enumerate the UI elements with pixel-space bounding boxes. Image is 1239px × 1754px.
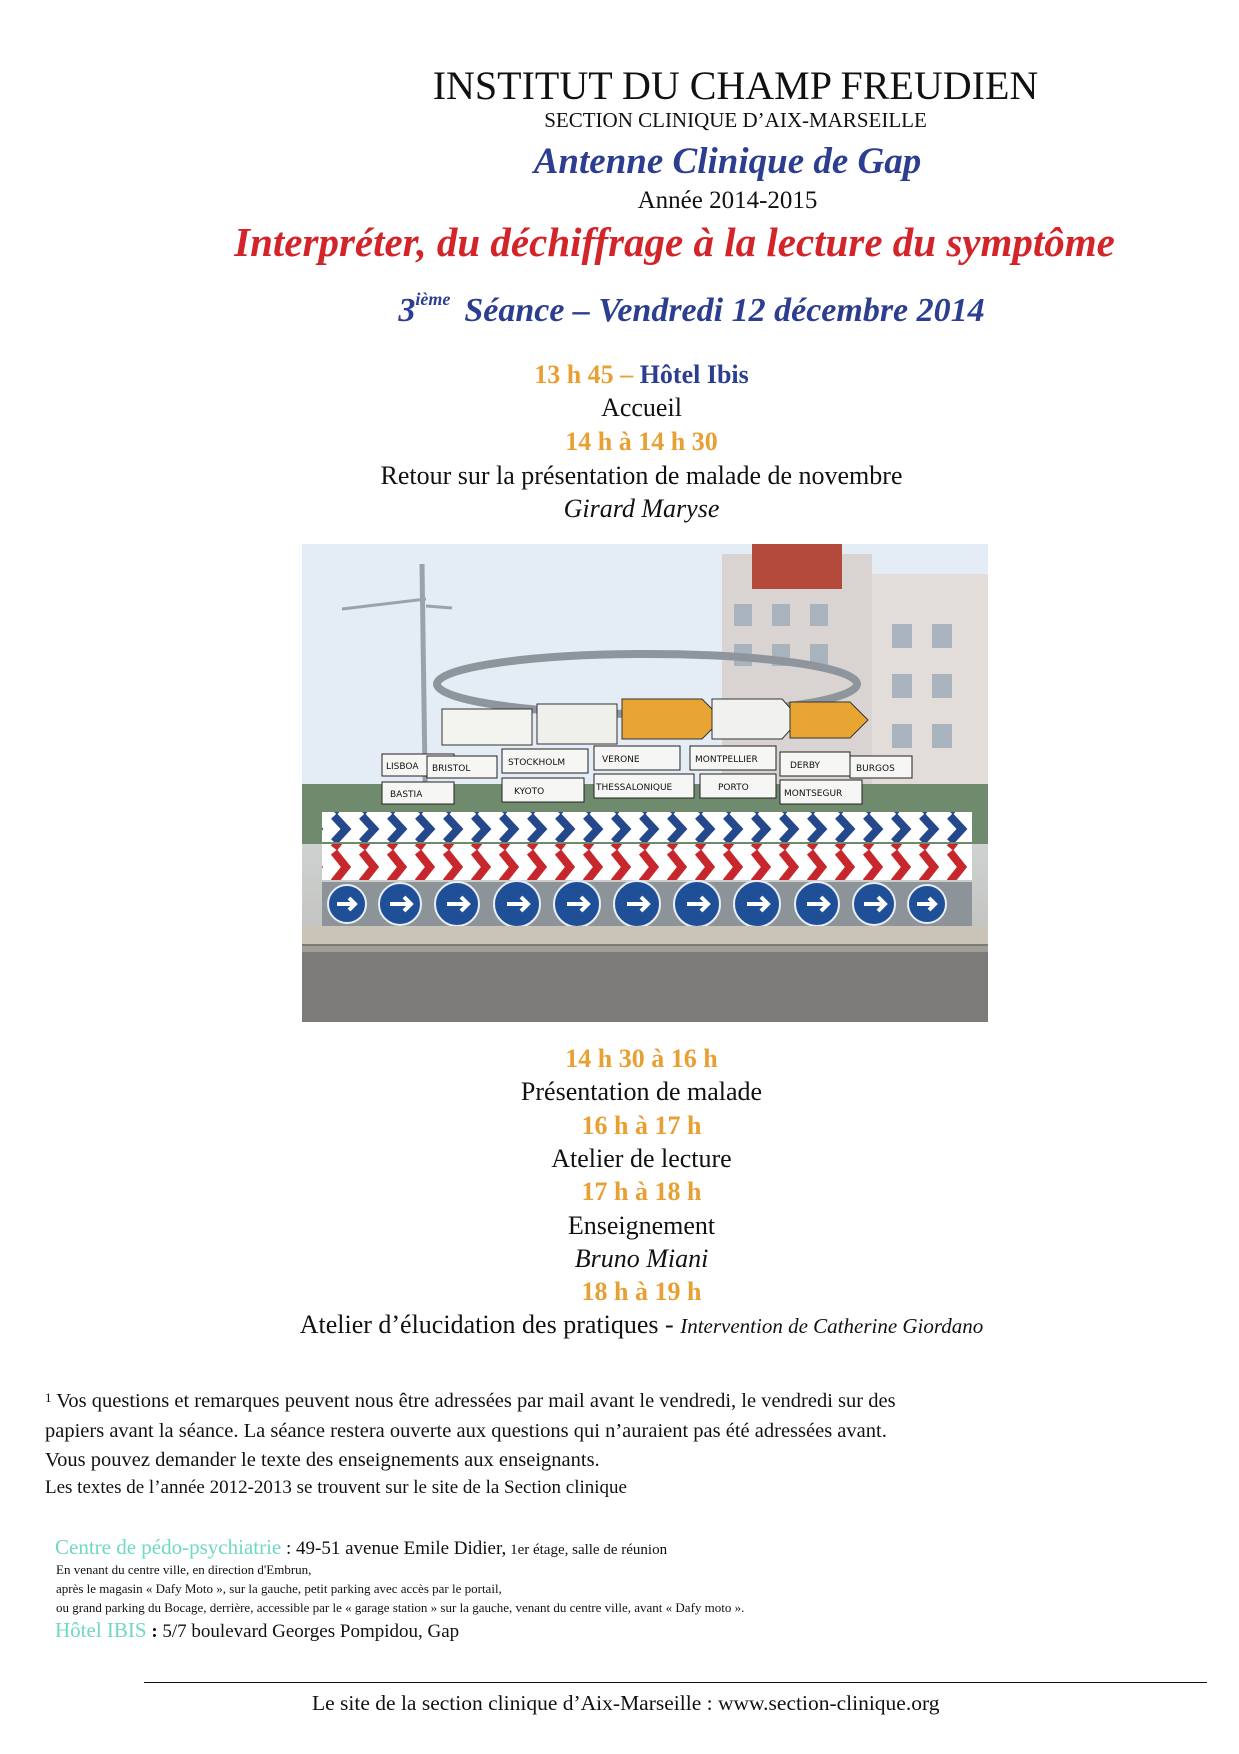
centre-address: 49-51 avenue Emile Didier, (296, 1538, 507, 1559)
time-slot-6: 18 h à 19 h (581, 1277, 702, 1306)
centre-label: Centre de pédo-psychiatrie (55, 1535, 282, 1559)
sign-label: MONTPELLIER (695, 755, 758, 765)
ibis-separator: : (146, 1621, 163, 1642)
footnote-text-1: Vos questions et remarques peuvent nous être adressées par mail avant le vendredi, le vendredi sur des (51, 1390, 896, 1412)
atelier-elucidation-label: Atelier d’élucidation des pratiques (299, 1310, 659, 1339)
sign-label: THESSALONIQUE (596, 783, 673, 793)
section-title: SECTION CLINIQUE D’AIX-MARSEILLE (544, 108, 927, 132)
speaker-girard: Girard Maryse (563, 494, 720, 523)
dash-separator: - (658, 1310, 681, 1339)
footnote-line-4: Les textes de l’année 2012-2013 se trouvent sur le site de la Section clinique (45, 1477, 627, 1498)
institute-title: INSTITUT DU CHAMP FREUDIEN (432, 63, 1039, 108)
theme-title: Interpréter, du déchiffrage à la lecture du symptôme (234, 219, 1115, 265)
directions-line-3: ou grand parking du Bocage, derrière, accessible par le « garage station » sur la gauche, venant du centre ville, avant « Dafy moto ». (56, 1600, 745, 1615)
sign-label: LISBOA (386, 762, 419, 772)
footnote-line-3: Vous pouvez demander le texte des enseignements aux enseignants. (45, 1449, 600, 1471)
presentation-label: Présentation de malade (520, 1077, 763, 1106)
sign-label: BRISTOL (432, 764, 471, 774)
footer-site-link[interactable]: Le site de la section clinique d’Aix-Marseille : www.section-clinique.org (312, 1691, 940, 1715)
roundabout-photo (302, 544, 988, 1022)
sign-label: STOCKHOLM (508, 758, 566, 768)
speaker-miani: Bruno Miani (574, 1244, 709, 1273)
ibis-address-row (55, 1618, 459, 1643)
atelier-elucidation-row (22, 1310, 1239, 1340)
sign-label: BASTIA (390, 790, 423, 800)
antenne-title: Antenne Clinique de Gap (533, 141, 922, 182)
sign-label: BURGOS (856, 764, 895, 774)
year-label: Année 2014-2015 (637, 187, 818, 214)
intervention-speaker: Intervention de Catherine Giordano (680, 1314, 984, 1338)
footnote-mark: 1 (45, 1390, 52, 1405)
time-slot-4: 16 h à 17 h (581, 1111, 702, 1140)
sign-label: PORTO (718, 783, 749, 793)
footnote-line-1 (45, 1390, 896, 1413)
sign-label: DERBY (790, 761, 821, 771)
sign-label: VERONE (602, 755, 640, 765)
accueil-label: Accueil (601, 393, 682, 422)
venue-name: Hôtel Ibis (639, 360, 749, 389)
footnote-line-2: papiers avant la séance. La séance restera ouverte aux questions qui n’auraient pas été adressées avant. (45, 1420, 887, 1442)
ibis-label: Hôtel IBIS (55, 1618, 147, 1642)
session-number: 3 (398, 292, 416, 329)
directions-line-1: En venant du centre ville, en direction d'Embrun, (56, 1562, 312, 1577)
session-title (72, 288, 1239, 330)
retour-label: Retour sur la présentation de malade de novembre (380, 461, 903, 490)
arrival-time: 13 h 45 – (534, 360, 634, 389)
sign-label: KYOTO (514, 787, 545, 797)
sign-label: MONTSEGUR (784, 789, 843, 799)
enseignement-label: Enseignement (567, 1211, 716, 1240)
arrival-row (22, 360, 1239, 390)
footer-rule (144, 1682, 1207, 1683)
centre-floor: 1er étage, salle de réunion (506, 1542, 668, 1558)
time-slot-2: 14 h à 14 h 30 (565, 427, 718, 456)
directions-line-2: après le magasin « Dafy Moto », sur la gauche, petit parking avec accès par le portail, (56, 1581, 502, 1596)
session-ordinal: ième (415, 288, 451, 309)
ibis-address: 5/7 boulevard Georges Pompidou, Gap (162, 1621, 460, 1642)
atelier-lecture-label: Atelier de lecture (551, 1144, 732, 1173)
centre-address-row (55, 1535, 667, 1560)
time-slot-5: 17 h à 18 h (581, 1177, 702, 1206)
address-separator: : (281, 1538, 297, 1559)
time-slot-3: 14 h 30 à 16 h (565, 1044, 718, 1073)
session-date: Séance – Vendredi 12 décembre 2014 (464, 292, 985, 329)
